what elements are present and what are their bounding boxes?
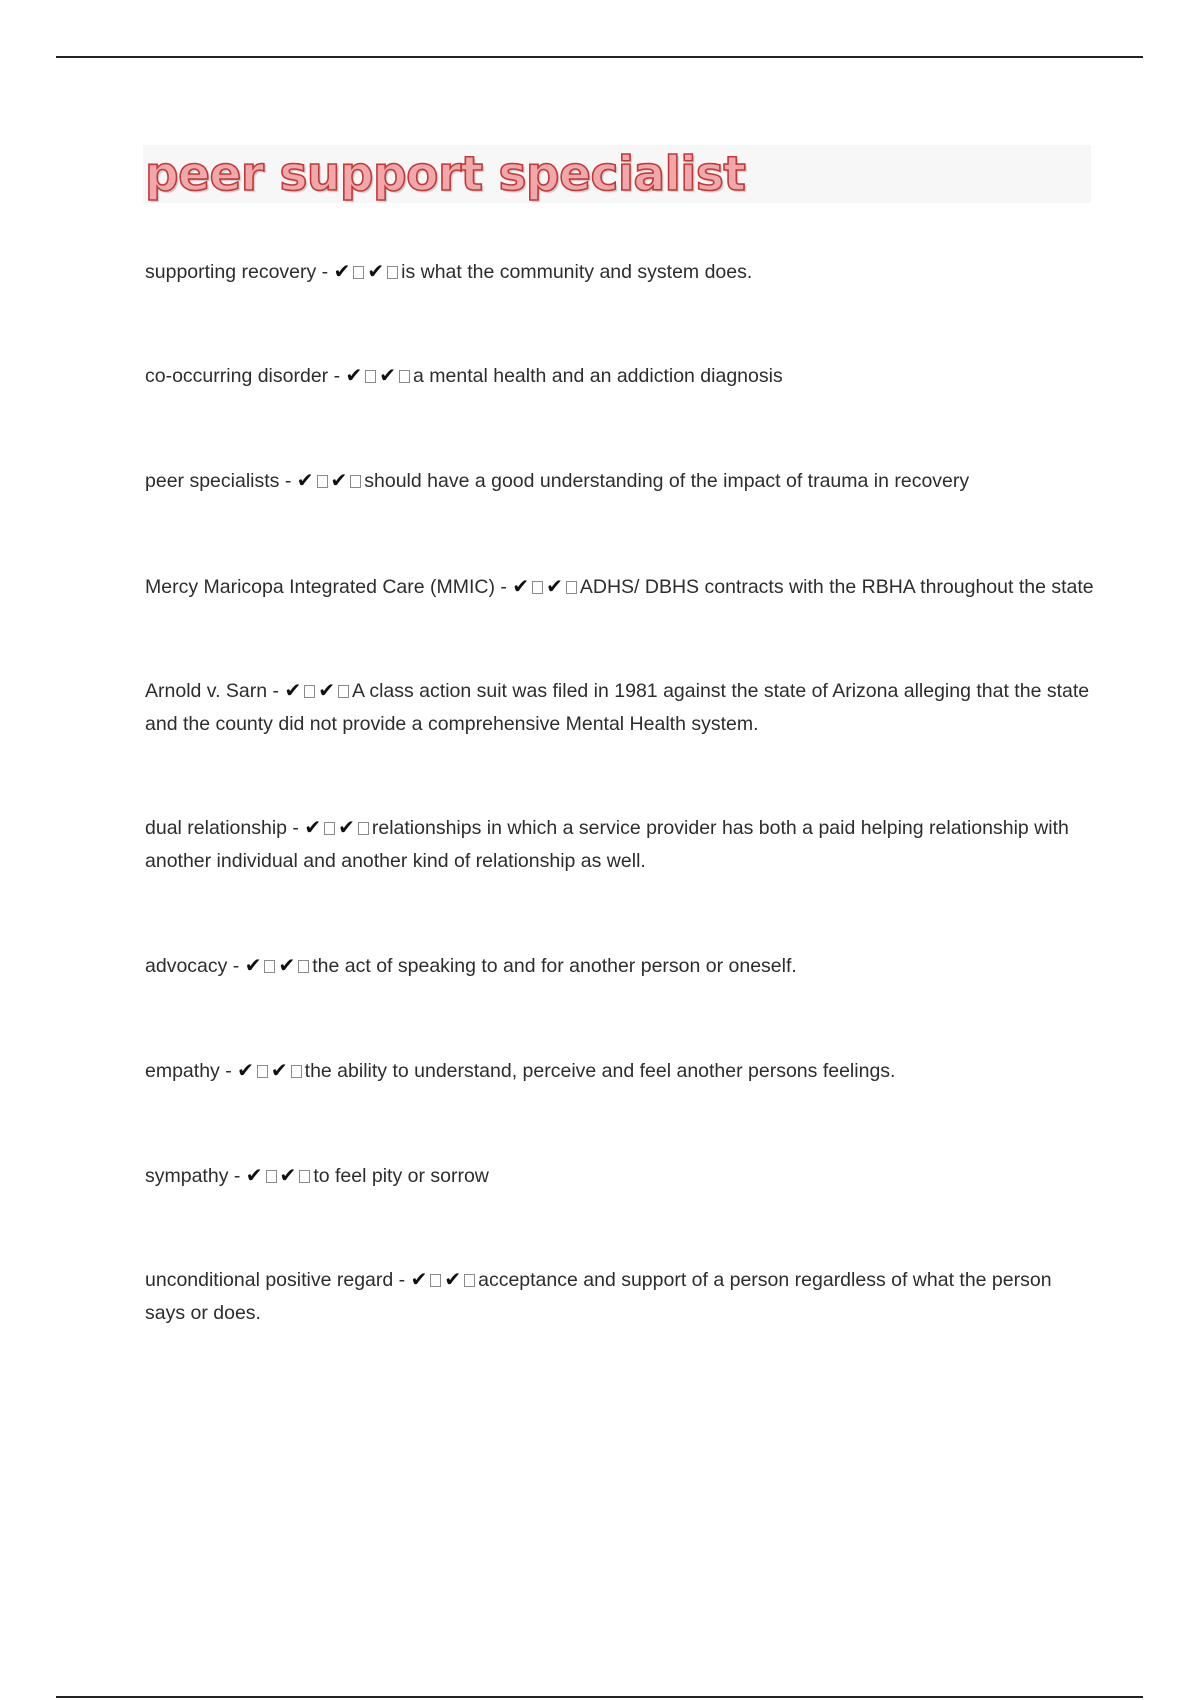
flashcard-entry [145,570,1095,604]
entry-term: Mercy Maricopa Integrated Care (MMIC) - [145,576,513,598]
flashcard-entry [145,255,1095,289]
entry-term: peer specialists - [145,470,297,492]
missing-glyph-icon [291,1065,302,1078]
check-mark-icon: ✔ [304,815,322,839]
check-mark-icon: ✔ [244,953,262,977]
entry-definition: relationships in which a service provider has both a paid helping relationship with another individual and another kind of relationship as well. [145,817,1069,872]
check-mark-icon: ✔ [237,1058,254,1082]
missing-glyph-icon [304,685,315,698]
entry-term: empathy - [145,1060,238,1082]
missing-glyph-icon [399,370,410,383]
missing-glyph-icon [358,822,369,835]
entry-definition: acceptance and support of a person regardless of what the person says or does. [145,1269,1052,1324]
missing-glyph-icon [266,1170,277,1183]
check-mark-icon: ✔ [367,259,385,283]
missing-glyph-icon [430,1274,441,1287]
flashcard-entry [145,1054,1095,1088]
flashcard-entry [145,464,1095,498]
entry-term: unconditional positive regard - [145,1269,411,1291]
flashcard-entry [145,1263,1095,1330]
flashcard-entry [145,949,1095,983]
check-mark-icon: ✔ [546,574,563,598]
entry-definition: is what the community and system does. [401,261,753,283]
entry-term: dual relationship - [145,817,305,839]
entry-definition: the ability to understand, perceive and feel another persons feelings. [304,1060,896,1082]
check-mark-icon: ✔ [284,678,302,702]
flashcard-list [145,255,1095,1330]
entry-definition: should have a good understanding of the impact of trauma in recovery [364,470,970,492]
check-mark-icon: ✔ [318,678,335,702]
entry-definition: to feel pity or sorrow [313,1165,489,1187]
footer-rule [56,1696,1143,1698]
entry-term: sympathy - [145,1165,246,1187]
check-mark-icon: ✔ [410,1267,428,1291]
check-mark-icon: ✔ [279,1163,297,1187]
entry-term: supporting recovery - [145,261,334,283]
entry-term: Arnold v. Sarn - [145,680,285,702]
missing-glyph-icon [317,475,328,488]
missing-glyph-icon [350,475,361,488]
missing-glyph-icon [257,1065,268,1078]
missing-glyph-icon [264,960,275,973]
flashcard-entry [145,811,1095,878]
flashcard-entry [145,1159,1095,1193]
missing-glyph-icon [299,1170,310,1183]
entry-definition: a mental health and an addiction diagnosis [413,365,783,387]
check-mark-icon: ✔ [379,363,397,387]
check-mark-icon: ✔ [245,1163,263,1187]
missing-glyph-icon [464,1274,475,1287]
check-mark-icon: ✔ [444,1267,462,1291]
check-mark-icon: ✔ [270,1058,288,1082]
entry-definition: ADHS/ DBHS contracts with the RBHA throughout the state [579,576,1094,598]
missing-glyph-icon [532,581,543,594]
check-mark-icon: ✔ [333,259,351,283]
missing-glyph-icon [387,266,398,279]
missing-glyph-icon [566,581,577,594]
flashcard-entry [145,359,1095,393]
missing-glyph-icon [324,822,335,835]
entry-definition: A class action suit was filed in 1981 against the state of Arizona alleging that the state and the county did not provide a comprehensive Mental Health system. [145,680,1090,735]
header-rule [56,56,1143,58]
check-mark-icon: ✔ [296,468,314,492]
entry-definition: the act of speaking to and for another person or oneself. [312,955,797,977]
flashcard-entry [145,674,1095,741]
page-title: peer support specialist [145,147,746,202]
check-mark-icon: ✔ [512,574,530,598]
check-mark-icon: ✔ [338,815,355,839]
check-mark-icon: ✔ [345,363,363,387]
missing-glyph-icon [338,685,349,698]
check-mark-icon: ✔ [330,468,348,492]
missing-glyph-icon [298,960,309,973]
check-mark-icon: ✔ [278,953,296,977]
missing-glyph-icon [365,370,376,383]
missing-glyph-icon [353,266,364,279]
entry-term: co-occurring disorder - [145,365,346,387]
entry-term: advocacy - [145,955,245,977]
